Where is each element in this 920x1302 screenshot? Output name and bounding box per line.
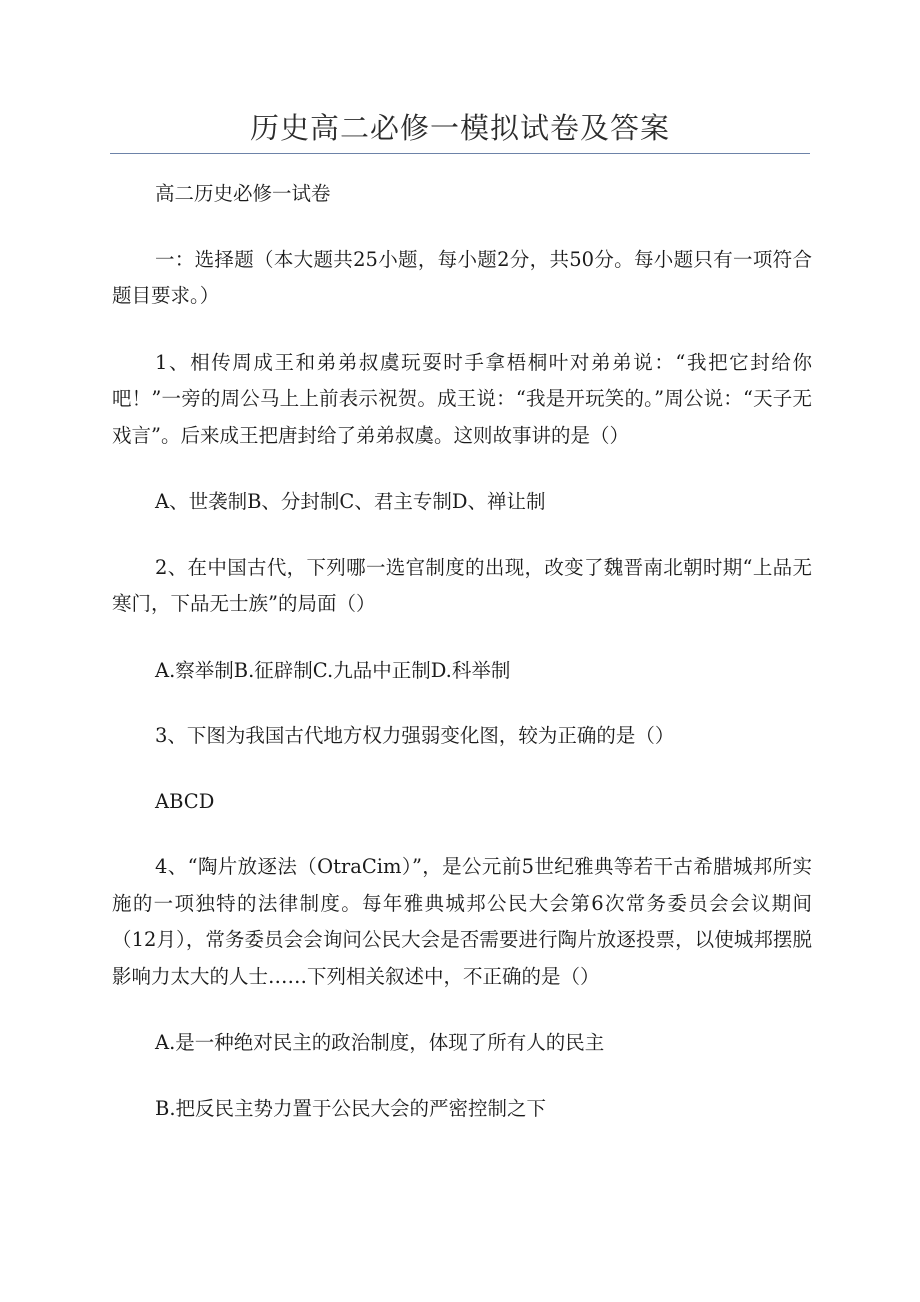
- question-4-option-a: A.是一种绝对民主的政治制度，体现了所有人的民主: [155, 1031, 605, 1054]
- question-1-options: A、世袭制B、分封制C、君主专制D、禅让制: [155, 490, 546, 513]
- question-1: 1、相传周成王和弟弟叔虞玩耍时手拿梧桐叶对弟弟说：“我把它封给你吧！”一旁的周公马上上前表示祝贺。成王说：“我是开玩笑的。”周公说：“天子无戏言”。后来成王把唐封给了弟弟叔虞。这则故事讲的是（）: [112, 350, 812, 447]
- question-3: 3、下图为我国古代地方权力强弱变化图，较为正确的是（）: [155, 724, 675, 747]
- question-2-options: A.察举制B.征辟制C.九品中正制D.科举制: [155, 658, 511, 682]
- question-4: 4、“陶片放逐法（OtraCim）”，是公元前5世纪雅典等若干古希腊城邦所实施的一项独特的法律制度。每年雅典城邦公民大会第6次常务委员会会议期间（12月），常务委员会会询问公民大会是否需要进行陶片放逐投票，以使城邦摆脱影响力太大的人士……下列相关叙述中，不正确的是（）: [112, 855, 812, 988]
- question-2: 2、在中国古代，下列哪一选官制度的出现，改变了魏晋南北朝时期“上品无寒门，下品无士族”的局面（）: [112, 555, 812, 615]
- section-heading: 一：选择题（本大题共25小题，每小题2分，共50分。每小题只有一项符合题目要求。）: [112, 247, 812, 307]
- question-3-options: ABCD: [155, 789, 215, 813]
- question-4-option-b: B.把反民主势力置于公民大会的严密控制之下: [155, 1096, 547, 1120]
- document-body: [112, 176, 812, 1156]
- title-underline: [110, 153, 810, 154]
- document-title: 历史高二必修一模拟试卷及答案: [249, 111, 670, 145]
- exam-subtitle: 高二历史必修一试卷: [155, 182, 331, 205]
